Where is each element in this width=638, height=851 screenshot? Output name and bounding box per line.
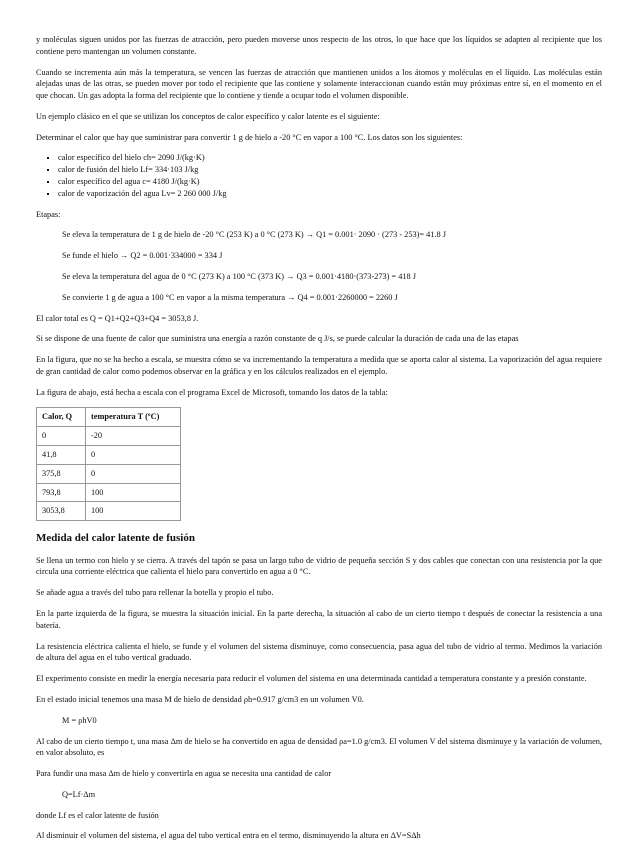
table-row xyxy=(37,483,181,502)
paragraph-experimento: El experimento consiste en medir la energía necesaria para reducir el volumen del sistema en una determinada cantidad a temperatura constante y a presión constante. xyxy=(36,674,587,684)
table-cell: 793,8 xyxy=(37,483,86,502)
table-row xyxy=(37,502,181,521)
table-header-row xyxy=(37,408,181,427)
paragraph-cierto-tiempo: Al cabo de un cierto tiempo t, una masa Δm de hielo se ha convertido en agua de densidad ρa=1.0 g/cm3. El volumen V del sistema disminuye y la variación de volumen, en valor absoluto, es xyxy=(36,736,602,758)
etapas-label: Etapas: xyxy=(36,209,61,219)
calor-total: El calor total es Q = Q1+Q2+Q3+Q4 = 3053,8 J. xyxy=(36,313,199,323)
paragraph-fuente-calor: Si se dispone de una fuente de calor que suministra una energía a razón constante de q J/s, se puede calcular la duración de cada una de las etapas xyxy=(36,334,519,344)
paragraph-resistencia: La resistencia eléctrica calienta el hielo, se funde y el volumen del sistema disminuye, como consecuencia, pasa agua del tubo de vidrio al termo. Medimos la variación de altura del agua en el tubo vertical graduado. xyxy=(36,641,602,663)
document-page xyxy=(36,34,602,851)
paragraph-estado-gas: Cuando se incrementa aún más la temperatura, se vencen las fuerzas de atracción que mantienen unidos a los átomos y moléculas en el líquido. Las moléculas están alejadas unas de las otras, se pueden mover por todo el recipiente que las contiene y solamente interaccionan cuando están muy próximas entre sí, en el momento en el que chocan. Un gas adopta la forma del recipiente que lo contiene y tiende a ocupar todo el volumen disponible. xyxy=(36,67,602,101)
etapa-3: Se eleva la temperatura del agua de 0 °C (273 K) a 100 °C (373 K) → Q3 = 0.001·4180·(373-273) = 418 J xyxy=(62,271,417,281)
paragraph-termo: Se llena un termo con hielo y se cierra. A través del tapón se pasa un largo tubo de vidrio de pequeña sección S y dos cables que conectan con una resistencia por la que circula una corriente eléctrica que calienta el hielo para convertirlo en agua a 0 °C. xyxy=(36,555,602,577)
equation-masa: M = ρhV0 xyxy=(62,715,97,725)
datos-list xyxy=(36,152,602,199)
table-cell: 41,8 xyxy=(37,445,86,464)
table-cell: 100 xyxy=(86,502,181,521)
equation-calor: Q=Lf·Δm xyxy=(62,789,96,799)
paragraph-agua-tubo: Se añade agua a través del tubo para rellenar la botella y propio el tubo. xyxy=(36,588,274,598)
table-cell: 3053,8 xyxy=(37,502,86,521)
column-header-calor: Calor, Q xyxy=(37,408,86,427)
paragraph-estado-inicial: En el estado inicial tenemos una masa M de hielo de densidad ρh=0.917 g/cm3 en un volumen V0. xyxy=(36,694,364,704)
table-row xyxy=(37,464,181,483)
paragraph-fundir: Para fundir una masa Δm de hielo y convertirla en agua se necesita una cantidad de calor xyxy=(36,769,332,779)
paragraph-estados-liquido: y moléculas siguen unidos por las fuerzas de atracción, pero pueden moverse unos respecto de los otros, lo que hace que los líquidos se adapten al recipiente que los contiene pero mantengan un volumen constante. xyxy=(36,35,602,56)
paragraph-calor-latente: donde Lf es el calor latente de fusión xyxy=(36,810,159,820)
list-item: ▪ calor específico del hielo ch= 2090 J/(kg·K) xyxy=(58,152,602,164)
table-cell: 0 xyxy=(37,427,86,446)
paragraph-ejemplo-intro: Un ejemplo clásico en el que se utilizan los conceptos de calor específico y calor latente es el siguiente: xyxy=(36,111,380,121)
section-title: Medida del calor latente de fusión xyxy=(36,532,195,545)
table-row xyxy=(37,445,181,464)
data-table xyxy=(36,407,181,521)
paragraph-excel: La figura de abajo, está hecha a escala con el programa Excel de Microsoft, tomando los datos de la tabla: xyxy=(36,387,388,397)
table-cell: 100 xyxy=(86,483,181,502)
list-item: ▪ calor específico del agua c= 4180 J/(kg·K) xyxy=(58,176,602,188)
table-cell: -20 xyxy=(86,427,181,446)
list-item: ▪ calor de vaporización del agua Lv= 2 260 000 J/kg xyxy=(58,188,602,200)
column-header-temperatura: temperatura T (ºC) xyxy=(86,408,181,427)
table-cell: 375,8 xyxy=(37,464,86,483)
paragraph-problema: Determinar el calor que hay que suministrar para convertir 1 g de hielo a -20 °C en vapor a 100 °C. Los datos son los siguientes: xyxy=(36,132,463,142)
paragraph-figura: En la figura, que no se ha hecho a escala, se muestra cómo se va incrementando la temperatura a medida que se aporta calor al sistema. La vaporización del agua requiere de gran cantidad de calor como podemos observar en la gráfica y en los cálculos realizados en el ejemplo. xyxy=(36,355,602,376)
table-cell: 0 xyxy=(86,464,181,483)
etapa-1: Se eleva la temperatura de 1 g de hielo de -20 °C (253 K) a 0 °C (273 K) → Q1 = 0.001· 2090 · (273 - 253)= 41.8 J xyxy=(62,230,446,240)
table-cell: 0 xyxy=(86,445,181,464)
paragraph-figura-situacion: En la parte izquierda de la figura, se muestra la situación inicial. En la parte derecha, la situación al cabo de un cierto tiempo t después de conectar la resistencia a una batería. xyxy=(36,609,602,630)
etapa-2: Se funde el hielo → Q2 = 0.001·334000 = 334 J xyxy=(62,251,223,261)
paragraph-disminuir-volumen: Al disminuir el volumen del sistema, el agua del tubo vertical entra en el termo, disminuyendo la altura en ΔV=SΔh xyxy=(36,831,421,841)
table-row xyxy=(37,427,181,446)
list-item: ▪ calor de fusión del hielo Lf= 334·103 J/kg xyxy=(58,164,602,176)
etapa-4: Se convierte 1 g de agua a 100 °C en vapor a la misma temperatura → Q4 = 0.001·2260000 = 2260 J xyxy=(62,292,398,302)
